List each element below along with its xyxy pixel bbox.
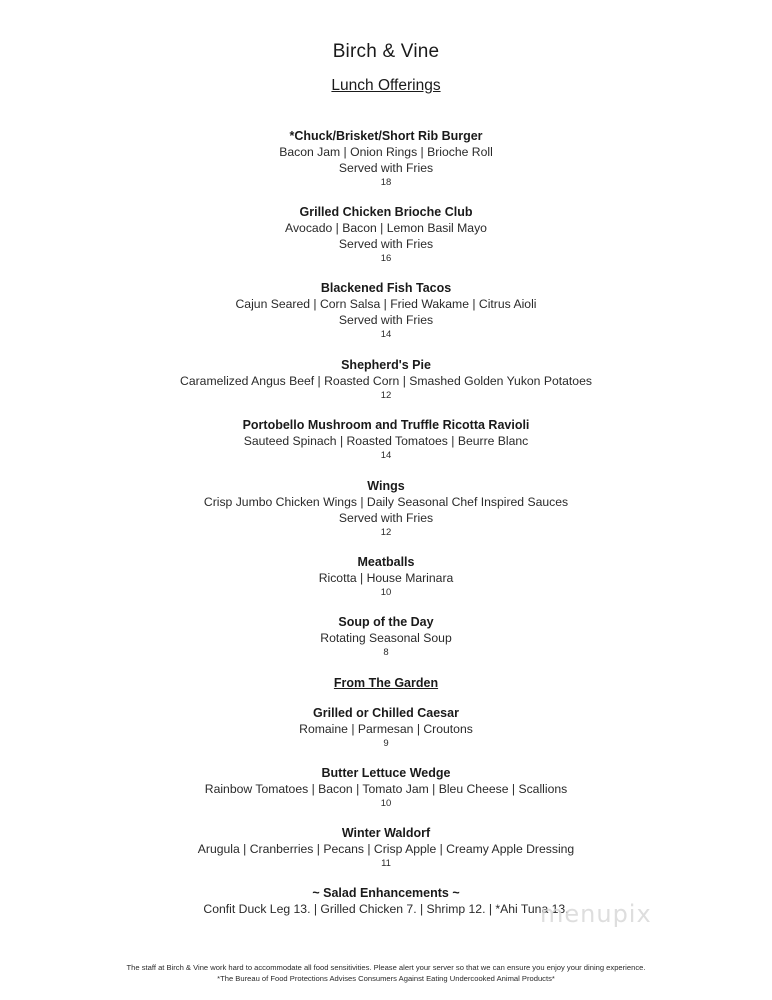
item-description: Avocado | Bacon | Lemon Basil Mayo [285,221,487,235]
item-note: Served with Fries [338,511,434,525]
garden-section-heading: From The Garden [333,676,439,690]
item-name: Soup of the Day [338,615,434,629]
item-name: Portobello Mushroom and Truffle Ricotta Ravioli [242,418,530,432]
item-name: Butter Lettuce Wedge [321,766,451,780]
item-description: Ricotta | House Marinara [318,571,454,585]
menu-item-wings [0,478,772,540]
item-price: 12 [380,527,392,538]
item-name: Grilled Chicken Brioche Club [299,205,473,219]
item-price: 10 [380,798,392,809]
restaurant-name: Birch & Vine [332,41,440,62]
menu-item-shepherds-pie [0,357,772,403]
item-price: 16 [380,253,392,264]
item-description: Sauteed Spinach | Roasted Tomatoes | Beurre Blanc [243,434,529,448]
item-name: Wings [367,479,405,493]
enhancements-list: Confit Duck Leg 13. | Grilled Chicken 7. | Shrimp 12. | *Ahi Tuna 13. [203,902,569,916]
menu-item-soup [0,614,772,660]
item-name: Grilled or Chilled Caesar [313,706,459,720]
item-price: 11 [381,858,391,869]
item-price: 10 [380,587,392,598]
item-name: Meatballs [357,555,415,569]
menu-item-caesar [0,705,772,751]
item-price: 12 [380,390,392,401]
item-name: Blackened Fish Tacos [320,281,452,295]
footer-allergy-note: The staff at Birch & Vine work hard to accommodate all food sensitivities. Please alert your server so that we can ensure you enjoy your dining experience. [126,963,646,972]
item-note: Served with Fries [338,313,434,327]
menu-item-waldorf [0,825,772,871]
item-price: 14 [380,329,392,340]
item-price: 9 [383,738,389,749]
menu-item-burger [0,128,772,190]
item-description: Crisp Jumbo Chicken Wings | Daily Seasonal Chef Inspired Sauces [203,495,569,509]
item-description: Cajun Seared | Corn Salsa | Fried Wakame | Citrus Aioli [235,297,537,311]
item-description: Caramelized Angus Beef | Roasted Corn | Smashed Golden Yukon Potatoes [180,374,592,388]
menu-item-meatballs [0,554,772,600]
item-name: Winter Waldorf [341,826,431,840]
item-description: Rotating Seasonal Soup [320,631,452,645]
menupix-watermark: menupix [540,900,652,928]
footer-advisory: *The Bureau of Food Protections Advises Consumers Against Eating Undercooked Animal Products* [217,974,555,983]
item-price: 14 [380,450,392,461]
item-price: 8 [383,647,389,658]
enhancements-title: ~ Salad Enhancements ~ [312,886,460,900]
menu-title: Lunch Offerings [331,77,441,94]
menu-item-fish-tacos [0,280,772,342]
menu-item-ravioli [0,417,772,463]
item-description: Rainbow Tomatoes | Bacon | Tomato Jam | Bleu Cheese | Scallions [204,782,568,796]
item-note: Served with Fries [338,237,434,251]
item-description: Arugula | Cranberries | Pecans | Crisp Apple | Creamy Apple Dressing [197,842,575,856]
menu-item-chicken-club [0,204,772,266]
item-name: *Chuck/Brisket/Short Rib Burger [289,129,483,143]
menu-item-wedge [0,765,772,811]
item-note: Served with Fries [338,161,434,175]
item-price: 18 [380,177,392,188]
item-description: Bacon Jam | Onion Rings | Brioche Roll [279,145,493,159]
item-name: Shepherd's Pie [341,358,431,372]
item-description: Romaine | Parmesan | Croutons [299,722,473,736]
